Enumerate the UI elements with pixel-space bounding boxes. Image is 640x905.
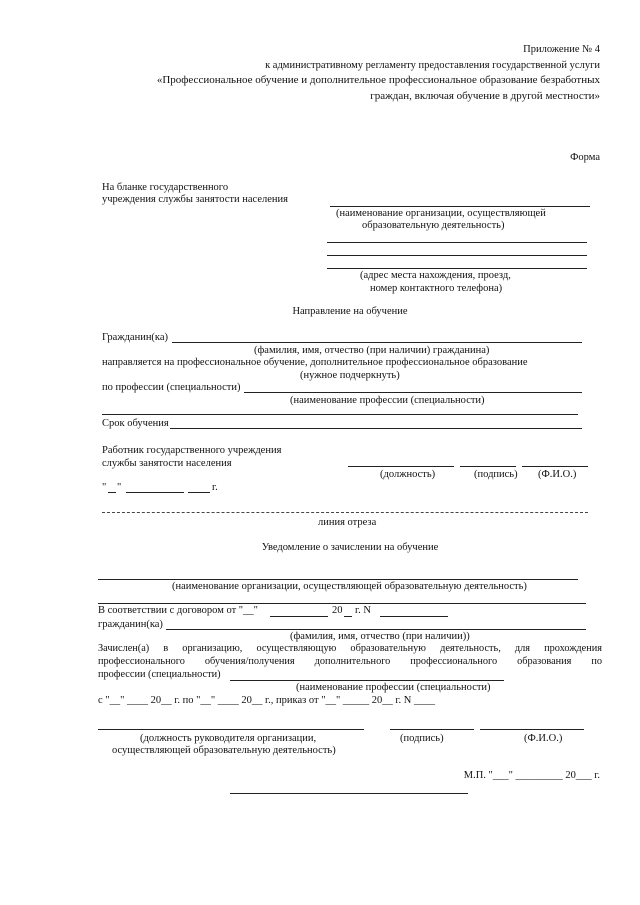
address-caption-2: номер контактного телефона) bbox=[370, 283, 503, 294]
head-position-field[interactable] bbox=[98, 729, 364, 730]
address-caption-1: (адрес места нахождения, проезд, bbox=[360, 270, 511, 281]
date-quote-close: " bbox=[117, 482, 122, 493]
citizen-caption: (фамилия, имя, отчество (при наличии) гражданина) bbox=[254, 345, 490, 356]
notice-profession-field[interactable] bbox=[230, 680, 504, 681]
period-line: с "__" ____ 20__ г. по "__" ____ 20__ г., приказ от "__" _____ 20__ г. N ____ bbox=[98, 695, 436, 706]
worker-name-field[interactable] bbox=[522, 466, 588, 467]
head-signature-caption: (подпись) bbox=[400, 733, 444, 744]
name-caption: (Ф.И.О.) bbox=[538, 469, 577, 480]
cut-line bbox=[102, 512, 588, 513]
enrolled-line-2: профессионального обучения/получения дополнительного профессионального образования по bbox=[98, 656, 602, 667]
worker-line-1: Работник государственного учреждения bbox=[102, 445, 282, 456]
org-name-field[interactable] bbox=[330, 206, 590, 207]
profession-field-2[interactable] bbox=[102, 414, 578, 415]
head-caption-1: (должность руководителя организации, bbox=[140, 733, 317, 744]
bottom-line bbox=[230, 793, 468, 794]
stamp-date-line: М.П. "___" _________ 20___ г. bbox=[463, 770, 600, 781]
date-year-label: г. bbox=[212, 482, 218, 493]
notice-org-field[interactable] bbox=[98, 579, 578, 580]
signature-caption: (подпись) bbox=[474, 469, 518, 480]
direction-title: Направление на обучение bbox=[292, 306, 408, 317]
citizen-name-field[interactable] bbox=[172, 342, 582, 343]
contract-number-field[interactable] bbox=[380, 616, 448, 617]
position-caption: (должность) bbox=[380, 469, 436, 480]
cut-label: линия отреза bbox=[318, 517, 377, 528]
enrolled-line-3: профессии (специальности) bbox=[98, 669, 221, 680]
date-year-field[interactable] bbox=[188, 492, 210, 493]
notice-org-caption: (наименование организации, осуществляющей образовательную деятельность) bbox=[172, 581, 527, 592]
appendix-number: Приложение № 4 bbox=[523, 44, 600, 55]
profession-label: по профессии (специальности) bbox=[102, 382, 241, 393]
notice-citizen-field[interactable] bbox=[166, 629, 586, 630]
form-label: Форма bbox=[570, 152, 600, 163]
notice-citizen-label: гражданин(ка) bbox=[98, 619, 163, 630]
head-name-caption: (Ф.И.О.) bbox=[524, 733, 563, 744]
notice-title: Уведомление о зачислении на обучение bbox=[261, 542, 439, 553]
term-field[interactable] bbox=[170, 428, 582, 429]
date-day-field[interactable] bbox=[108, 492, 116, 493]
contract-year: 20 bbox=[332, 605, 343, 616]
org-caption-1: (наименование организации, осуществляющей bbox=[336, 208, 546, 219]
head-caption-2: осуществляющей образовательную деятельность) bbox=[112, 745, 336, 756]
worker-signature-field[interactable] bbox=[460, 466, 516, 467]
notice-profession-caption: (наименование профессии (специальности) bbox=[296, 682, 491, 693]
contract-year-field[interactable] bbox=[344, 616, 352, 617]
head-signature-field[interactable] bbox=[390, 729, 474, 730]
notice-org-field-2[interactable] bbox=[98, 603, 586, 604]
worker-line-2: службы занятости населения bbox=[102, 458, 232, 469]
org-address-field-2[interactable] bbox=[327, 255, 587, 256]
worker-position-field[interactable] bbox=[348, 466, 454, 467]
regulation-line-3: граждан, включая обучение в другой местности» bbox=[370, 90, 600, 102]
contract-number-label: г. N bbox=[355, 605, 371, 616]
org-address-field-1[interactable] bbox=[327, 242, 587, 243]
regulation-line-2: «Профессиональное обучение и дополнительное профессиональное образование безработных bbox=[156, 74, 600, 86]
head-name-field[interactable] bbox=[480, 729, 584, 730]
date-quote-open: " bbox=[102, 482, 107, 493]
sent-line: направляется на профессиональное обучение, дополнительное профессиональное образование bbox=[102, 357, 528, 368]
org-address-field-3[interactable] bbox=[327, 268, 587, 269]
regulation-line-1: к административному регламенту предоставления государственной услуги bbox=[265, 60, 600, 71]
citizen-label: Гражданин(ка) bbox=[102, 332, 169, 343]
date-month-field[interactable] bbox=[126, 492, 184, 493]
profession-caption: (наименование профессии (специальности) bbox=[290, 395, 485, 406]
blank-line-2: учреждения службы занятости населения bbox=[102, 194, 288, 205]
enrolled-line-1: Зачислен(а) в организацию, осуществляющую образовательную деятельность, для прохождения bbox=[98, 643, 602, 654]
blank-line-1: На бланке государственного bbox=[102, 182, 229, 193]
contract-month-field[interactable] bbox=[270, 616, 328, 617]
contract-text: В соответствии с договором от "__" bbox=[98, 605, 258, 616]
term-label: Срок обучения bbox=[102, 418, 169, 429]
notice-citizen-caption: (фамилия, имя, отчество (при наличии)) bbox=[290, 631, 470, 642]
underline-caption: (нужное подчеркнуть) bbox=[300, 370, 400, 381]
profession-field[interactable] bbox=[244, 392, 582, 393]
org-caption-2: образовательную деятельность) bbox=[362, 220, 505, 231]
